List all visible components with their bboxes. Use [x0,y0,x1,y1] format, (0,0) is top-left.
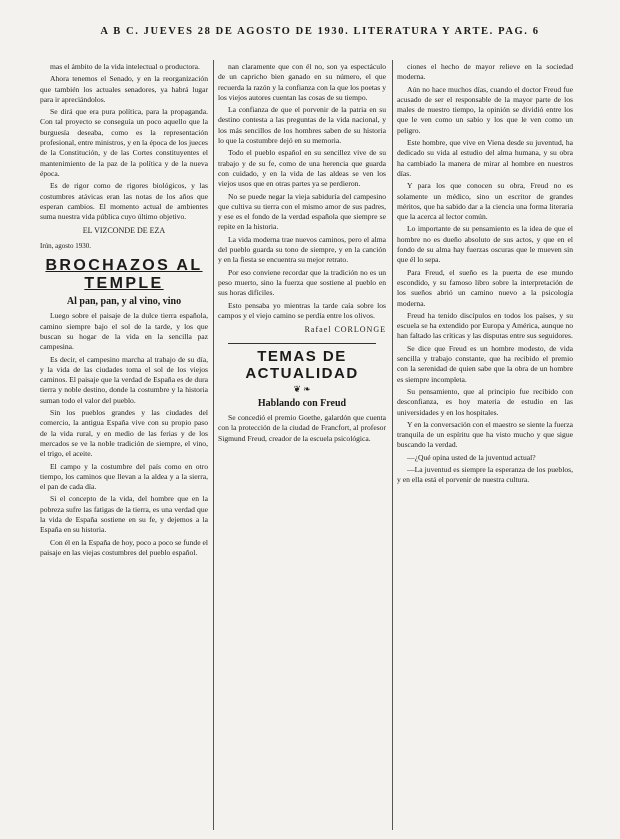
paragraph: Se concedió el premio Goethe, galardón que cuenta con la protección de la ciudad de Francfort, al profesor Sigmund Freud, creador de la escuela psicológica. [218,413,386,443]
ornament-icon: ❦ ❧ [293,384,311,395]
paragraph: Se dice que Freud es un hombre modesto, de vida sencilla y trabajo constante, que ha recibido el premio con la serenidad de quien sabe que la obra de un hombre es siempre incompleta. [397,343,573,384]
paragraph: nan claramente que con él no, son ya espectáculo de un capricho bien ganado en su número, el que recuerda la razón y la confianza con la que los poetas y los viejos autores cuentan las cosas de su tiempo. [218,62,386,102]
page-header: A B C. JUEVES 28 DE AGOSTO DE 1930. LITERATURA Y ARTE. PAG. 6 [100,26,540,37]
paragraph: La confianza de que el porvenir de la patria en su destino contesta a las preguntas de la vida nacional, y los más sencillos de los hombres saben de su historia lo que la costumbre dejó en su memoria. [218,105,386,146]
paragraph: Sin los pueblos grandes y las ciudades del comercio, la antigua España vive con su propio paso de la vida rural, y en medio de las ferias y de los mercados se ve la noble tradición de siempre, el vino, el trigo, el aceite. [40,408,208,459]
dateline: Irún, agosto 1930. [40,241,91,250]
column-1 [40,62,208,832]
section-rule [228,343,376,344]
paragraph: Aún no hace muchos días, cuando el doctor Freud fue acusado de ser el responsable de la mayor parte de los males de nuestro tiempo, la opinión se dividió entre los que le ven como un sabio y los que le ven como un peligro. [397,84,573,135]
paragraph: Y para los que conocen su obra, Freud no es solamente un médico, sino un escritor de grandes méritos, que ha sabido dar a la ciencia una forma literaria que la acerca al lector común. [397,181,573,222]
paragraph: La vida moderna trae nuevos caminos, pero el alma del pueblo guarda su tono de siempre, y en la canción y en la fiesta se encuentra su mejor retrato. [218,234,386,265]
paragraph: Para Freud, el sueño es la puerta de ese mundo escondido, y su famoso libro sobre la interpretación de los sueños abrió un camino nuevo a la psicología moderna. [397,267,573,308]
paragraph: Esto pensaba yo mientras la tarde caía sobre los campos y el viejo camino se perdía entre los olivos. [218,300,386,320]
paragraph: Ahora tenemos el Senado, y en la reorganización que también los actuales senadores, ya habrá lugar para ir apreciándolos. [40,74,208,104]
paragraph: Es decir, el campesino marcha al trabajo de su día, y la vida de las ciudades toma el sol de los viejos caminos. El paisaje que la verdad de España es de dura tierra y noble destino, donde la costumbre y la historia suman todo el valor del pueblo. [40,354,208,405]
paragraph: Lo importante de su pensamiento es la idea de que el hombre no es dueño absoluto de sus actos, y que en el fondo de su alma hay fuerzas oscuras que le mueven sin que él lo sepa. [397,224,573,265]
column-2 [218,62,386,832]
paragraph: Si el concepto de la vida, del hombre que en la pobreza sufre las fatigas de la tierra, es una verdad que la vida de España sostiene en su fe, y dejemos a la España en su historia. [40,494,208,535]
paragraph: mas el ámbito de la vida intelectual o productora. [50,62,200,71]
paragraph: Se dirá que era pura política, para la propaganda. Con tal proyecto se conseguía un poco aquello que la burguesía deseaba, como es la representación profesional, entre ministros, y en la época de los jueces de la Constitución, y de las Cortes constituyentes el mantenimiento de la paz de la política y de la nueva época. [40,107,208,178]
paragraph: Luego sobre el paisaje de la dulce tierra española, camino siempre bajo el sol de la tarde, y los que buscan su hogar de la vida en la sencilla paz campesina. [40,311,208,352]
paragraph: No se puede negar la vieja sabiduría del campesino que cultiva su tierra con el mismo amor de sus padres, y ese es el fondo de la verdad española que siempre se repite en la historia. [218,191,386,232]
article-subtitle: Al pan, pan, y al vino, vino [66,296,182,308]
section-title: TEMAS DE ACTUALIDAD [245,348,359,383]
paragraph: Este hombre, que vive en Viena desde su juventud, ha dedicado su vida al estudio del alma humana, y su obra ha cambiado la manera de mirar al hombre en nuestros días. [397,138,573,178]
paragraph: El campo y la costumbre del país como en otro tiempo, los caminos que llevan a la aldea y a la sierra, el pan de cada día. [40,461,208,492]
article-signature: EL VIZCONDE DE EZA [82,226,166,236]
article-signature: Rafael CORLONGE [304,325,386,335]
article-title: BROCHAZOS AL TEMPLE [45,257,203,293]
column-divider [213,60,214,830]
paragraph: Y en la conversación con el maestro se siente la fuerza tranquila de un espíritu que ha visto mucho y que sigue buscando la verdad. [397,419,573,450]
column-3 [397,62,573,832]
paragraph: Todo el pueblo español en su sencillez vive de su trabajo y de su fe, como de una herencia que guarda con cuidado, y en la vida de las aldeas se ven los viejos usos que en otras partes ya se perdieron. [218,148,386,189]
paragraph: Es de rigor como de rigores biológicos, y las costumbres atávicas eran las notas de los años que esperan cambios. El momento actual de ambientes suma nuestra vida pública cuyo último objetivo. [40,181,208,222]
paragraph: Freud ha tenido discípulos en todos los países, y su escuela se ha extendido por Europa y América, aunque no han faltado las críticas y las disputas entre sus seguidores. [397,310,573,341]
paragraph: —¿Qué opina usted de la juventud actual? [407,452,536,462]
paragraph: ciones el hecho de mayor relieve en la sociedad moderna. [397,62,573,82]
paragraph: Su pensamiento, que al principio fue recibido con desconfianza, es hoy materia de estudio en las universidades y en los hospitales. [397,386,573,417]
paragraph: Con él en la España de hoy, poco a poco se funde el paisaje en las viejas costumbres del pueblo español. [40,537,208,557]
paragraph: —La juventud es siempre la esperanza de los pueblos, y en ella está el porvenir de nuestra cultura. [397,464,573,485]
column-divider [392,60,393,830]
article-subtitle: Hablando con Freud [257,397,347,409]
paragraph: Por eso conviene recordar que la tradición no es un peso muerto, sino la fuerza que sostiene al pueblo en sus horas difíciles. [218,267,386,298]
